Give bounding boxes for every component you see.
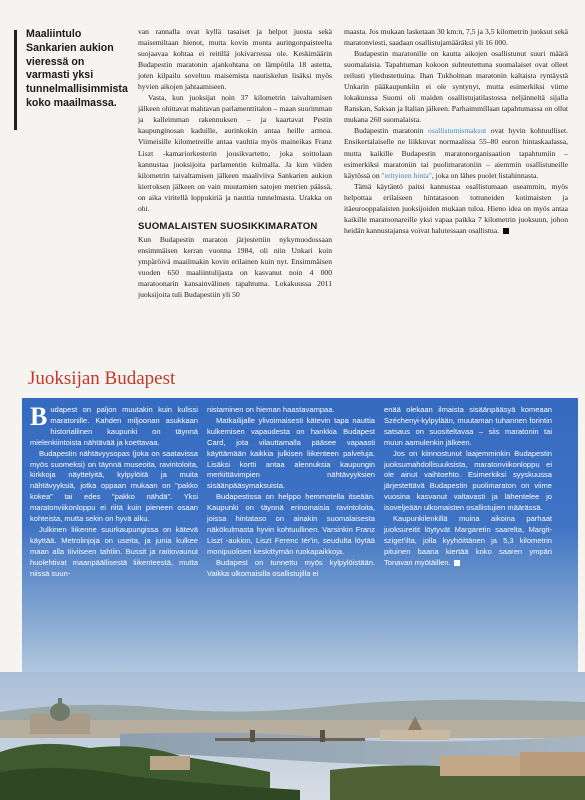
article-column-1	[138, 26, 332, 300]
pullquote: Maaliintulo Sankarien aukion vieressä on varmasti yksi tunnelmallisimmista koko maailmassa.	[26, 28, 128, 109]
paragraph: Jos on kiinnostunut laajemminkin Budapestin juoksumahdollisuuksista, maratonviikonloppu ei ole ainut vaihtoehto. Esimerkiksi syyskuussa järjestettävä Budapestin puolimaraton on viime vuosina kasvanut valtavasti ja lähentelee jo isoveljeään ulkomaisten osallistujien määrässä.	[384, 448, 552, 513]
text-run: Kaupunkilenkillä muina aikoina parhaat juoksureitit löytyvät Margaretin saarelta, Margit-sziget'ilta, jolla kyyhöittänen ja 5,3 kilometrin pituinen baana kiertää koko saaren ympäri Tonavan myötäillen.	[384, 514, 552, 567]
end-mark-icon	[503, 228, 509, 234]
paragraph: Julkinen liikenne suurkaupungissa on kätevä käyttää. Metrolinjoja on useita, ja junia kulkee maan alla tiiviiseen tahtiin. Bussit ja raitiovaunut huolehtivat maanpäällisestä liikenteestä, mutta niissä suun-	[30, 524, 198, 578]
paragraph: Budapest on tunnettu myös kylpylöistään. Vaikka ulkomaisilla osallistujilla ei	[207, 557, 375, 578]
cityscape-illustration	[0, 672, 585, 800]
paragraph	[30, 402, 198, 449]
paragraph: Budapestissa on helppo hemmotella itseään. Kaupunki on täynnä erinomaisia ravintoloita, joissa hintataso on ainakin suomalaisesta näkökulmasta hyvin kohtuullinen. Varsinkin Franz Liszt -aukion, Liszt Ferenc tér'in, seudulta löytää monipuolisen keskittymän ruokapaikkoja.	[207, 492, 375, 556]
paragraph: Budapestin nähtävyysopas (joka on saatavissa myös suomeksi) on täynnä museoita, ravintoloita, kirkkoja näyttelyitä, kylpylöitä ja muita nähtävyyksiä, jotka oppaan mukaan on "pakko kokea" tai edes "pakko nähdä". Yksi maratonviikonloppu ei riitä kuin pieneen osaan kohteista, mutta sekin on hyvä alku.	[30, 448, 198, 524]
text-run: Budapestin maratonin	[354, 126, 429, 136]
drop-cap: B	[30, 402, 48, 431]
budapest-panorama-photo	[0, 672, 585, 800]
paragraph: nistaminen on hieman haastavampaa.	[207, 405, 335, 414]
box-column-2	[207, 405, 375, 580]
fees-link[interactable]: osallistumismaksut	[428, 126, 487, 136]
box-title: Juoksijan Budapest	[28, 368, 176, 389]
paragraph: Kun Budapestin maraton järjestettiin nykymuodossaan ensimmäisen kerran vuonna 1984, oli niin Unkari kuin ympäröivä maailmakin kovin erilainen kuin nyt. Ensimmäisen vuoden 650 maaliintulijasta on kasvanut noin 4 000 maratoonarin kansainvälinen tapahtuma. Lokakuussa 2011 juoksijoita tuli Budapestiin yli 50	[138, 234, 332, 300]
paragraph: Matkailijalle ylivoimaisesti kätevin tapa nauttia kulkemisen vapaudesta on hankkia Budapest Card, jota vilauttamalla pääsee vapaasti käyttämään kaikkia julkisen liikenteen palveluja. Lisäksi kortti antaa alennuksia kaupungin merkittävimpien nähtävyyksien sisäänpääsymaksuista.	[207, 415, 375, 491]
paragraph	[384, 514, 552, 569]
text-run: Tämä käytäntö paitsi kannustaa osallistumaan useammin, myös helpottaa erilaiseen hintatasoon tottuneiden kotimaisten ja itäeurooppalaisten juoksijoiden mukaan tuloa. Hieno idea on myös antaa kaikille maratoonareille yksi vapaa paikka 7 kilometrin juoksuun, johon heidän kannustajansa voivat halutessaan osallistua.	[344, 181, 568, 235]
paragraph: Budapestin maratonille on kautta aikojen osallistunut suuri määrä suomalaisia. Tapahtuman kokoon suhteutettuna suomalaiset ovat olleet reilusti yliedustettuina. Ihan Tukholman maratonin kaltaista ryntäystä Unkarin pääkaupunkiin ei ole syntynyt, mutta esimerkiksi viime lokakuussa Suomi oli maiden osallistujatilastossa neljänneltä sijalla Ranskan, Saksan ja Italian jälkeen. Parhaimmillaan tapahtumassa on ollut mukana 260 suomalaista.	[344, 49, 568, 125]
paragraph: maasta. Jos mukaan lasketaan 30 km:n, 7,5 ja 3,5 kilometrin juoksut sekä maratonviesti, saadaan osallistujamääräksi yli 16 000.	[344, 27, 568, 48]
paragraph	[344, 181, 568, 236]
box-column-3	[384, 405, 552, 569]
text-run: udapest on paljon muutakin kuin kulissi maratonille. Kahden miljoonan asukkaan historiallinen kaupunki on täynnä mielenkiintoista nähtävää ja koettavaa.	[30, 405, 198, 447]
text-run: , joka on lähes puolet listahinnasta.	[431, 170, 539, 180]
paragraph: enää olekaan ilmaista sisäänpääsyä komeaan Széchenyi-kylpylään, muutaman tuhannen forintin satsaus on suositeltavaa – siis maratonin tai muun aamulenkin jälkeen.	[384, 405, 552, 447]
text-run: ovat hyvin kohtuulliset. Ensikertalaiselle ne liikkuvat normaalissa 55–80 euron hintaskaalassa, mutta kaikille Budapestin maratonorganisaation tapahtumiin – esimerkiksi maratoniin tai puolimaratoniin – aiemmin osallistuneille käytössä on	[344, 126, 568, 180]
paragraph: Vasta, kun juoksijat noin 37 kilometrin taivaltamisen jälkeen ohittavat mahtavan parlamenttitalon – maan suurimman ja kalleimman rakennuksen – ja kaartavat Pestin kaupunginosan kaduille, aurinkokin antaa heille armoa. Viimeisille kilometreille antaa vauhtia myös maineikas Franz Liszt -kamariorkesterin jousikvartetto, joka soittolaan kannustaa juoksijoita parlamentin kulmalla. Ja kun viiden kilometrin taivaltamisen jälkeen maaliviiva Sankarien aukion kierroksen jälkeen on vain muutamien satojen metrien päässä, on aika viritellä loppukiriä ja nauttia tunnelmasta. Urakka on ohi.	[138, 93, 332, 213]
paragraph: van rannalla ovat kyllä tasaiset ja helpot juosta sekä maisemiltaan hienot, mutta kovin monta auringonpaisteelta suojaavaa kohtaa ei reitillä jokivarressa ole. Keskimäärin Budapestin maratonin ajankohtana on lämpötila 18 astetta, joten kilpailu soveltuu maisemista nautiskelun lisäksi myös hyvien aikojen jahtaamiseen.	[138, 27, 332, 92]
article-column-2	[344, 26, 568, 236]
pullquote-rule	[14, 30, 17, 130]
special-price-link[interactable]: "erityinen hinta"	[381, 170, 432, 180]
paragraph	[344, 125, 568, 180]
box-column-1	[30, 402, 198, 580]
section-subheading: SUOMALAISTEN SUOSIKKIMARATON	[138, 220, 318, 232]
end-mark-icon	[454, 560, 460, 566]
